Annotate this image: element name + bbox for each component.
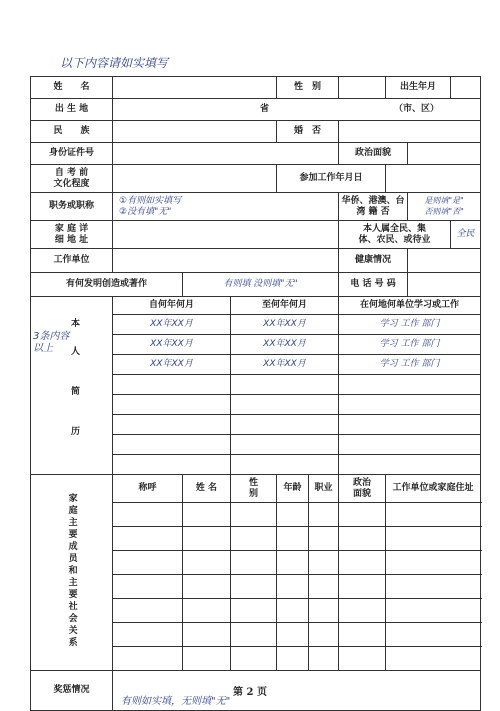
family-title: 家庭主要成员和主要社会关系 <box>66 492 77 649</box>
address-field[interactable] <box>113 221 339 249</box>
invention-label: 有何发明创造或著作 <box>31 273 183 297</box>
invention-field[interactable] <box>183 273 339 297</box>
id-field[interactable] <box>113 143 339 165</box>
header-handwritten-note: 以下内容请如实填写 <box>60 56 169 70</box>
resume-title-char-2: 人 <box>71 347 81 357</box>
health-field[interactable] <box>408 249 481 273</box>
province-label: 省 <box>259 104 269 115</box>
overseas-handwritten: 是则填"是" 否则填"否" <box>424 196 464 216</box>
position-field[interactable] <box>113 193 339 221</box>
overseas-label: 华侨、港澳、台 湾 籍 否 <box>339 193 408 221</box>
birth-date-label: 出生年月 <box>386 77 451 99</box>
gender-field[interactable] <box>339 77 386 99</box>
resume-to-3: XX年XX月 <box>263 359 306 370</box>
family-header-political: 政治面貌 <box>339 475 386 503</box>
resume-side-note: 3条内容 以上 <box>33 331 70 354</box>
name-label: 姓 名 <box>31 77 113 99</box>
resume-header-where: 在何地何单位学习或工作 <box>339 297 481 315</box>
family-header-age: 年龄 <box>277 475 309 503</box>
political-field[interactable] <box>408 143 481 165</box>
ethnicity-field[interactable] <box>113 121 277 143</box>
awards-label: 奖惩情况 <box>31 671 113 711</box>
resume-header-to: 至何年何月 <box>231 297 339 315</box>
phone-field[interactable] <box>408 273 481 297</box>
work-start-label: 参加工作年月日 <box>277 165 386 193</box>
phone-label: 电 话 号 码 <box>339 273 408 297</box>
gender-label: 性 别 <box>277 77 339 99</box>
overseas-field[interactable] <box>408 193 481 221</box>
family-title-cell <box>31 475 113 671</box>
resume-where-2: 学习 工作 部门 <box>379 339 440 350</box>
resume-to-1: XX年XX月 <box>263 319 306 330</box>
political-label: 政治面貌 <box>339 143 408 165</box>
education-label: 自 考 前 文化程度 <box>31 165 113 193</box>
resume-header-from: 自何年何月 <box>113 297 231 315</box>
family-header-job: 职业 <box>309 475 339 503</box>
work-unit-field[interactable] <box>113 249 339 273</box>
family-header-address: 工作单位或家庭住址 <box>386 475 481 503</box>
resume-where-1: 学习 工作 部门 <box>379 319 440 330</box>
health-label: 健康情况 <box>339 249 408 273</box>
status-label: 本人属全民、集 体、农民、或待业 <box>339 221 451 249</box>
ethnicity-label: 民 族 <box>31 121 113 143</box>
status-handwritten: 全民 <box>456 229 475 240</box>
work-unit-label: 工作单位 <box>31 249 113 273</box>
id-label: 身份证件号 <box>31 143 113 165</box>
position-label: 职务或职称 <box>31 193 113 221</box>
education-field[interactable] <box>113 165 277 193</box>
resume-title-char-4: 历 <box>71 427 81 437</box>
page-number: 第 2 页 <box>233 687 267 698</box>
marital-field[interactable] <box>339 121 481 143</box>
marital-label: 婚 否 <box>277 121 339 143</box>
resume-from-3: XX年XX月 <box>150 359 193 370</box>
position-handwritten-1: ①有则如实填写 <box>119 196 182 207</box>
status-field[interactable] <box>451 221 481 249</box>
city-label: （市、区） <box>393 104 439 115</box>
address-label: 家 庭 详 细 地 址 <box>31 221 113 249</box>
invention-handwritten: 有则填 没则填"无" <box>223 279 298 290</box>
family-header-name: 姓 名 <box>183 475 231 503</box>
birthplace-label: 出 生 地 <box>31 99 113 121</box>
birthplace-field[interactable] <box>113 99 481 121</box>
resume-from-2: XX年XX月 <box>150 339 193 350</box>
family-header-gender: 性别 <box>231 475 277 503</box>
resume-title-char-3: 简 <box>71 387 81 397</box>
resume-title-cell <box>31 297 113 475</box>
birth-date-field[interactable] <box>451 77 481 99</box>
name-field[interactable] <box>113 77 277 99</box>
position-handwritten-2: ②没有填"无" <box>119 206 172 217</box>
resume-where-3: 学习 工作 部门 <box>379 359 440 370</box>
awards-handwritten: 有则如实填，无则填"无" <box>121 695 231 707</box>
family-header-relation: 称呼 <box>113 475 183 503</box>
resume-to-2: XX年XX月 <box>263 339 306 350</box>
registration-form <box>30 76 481 711</box>
resume-title-char-1: 本 <box>71 319 81 329</box>
resume-from-1: XX年XX月 <box>150 319 193 330</box>
work-start-field[interactable] <box>386 165 481 193</box>
